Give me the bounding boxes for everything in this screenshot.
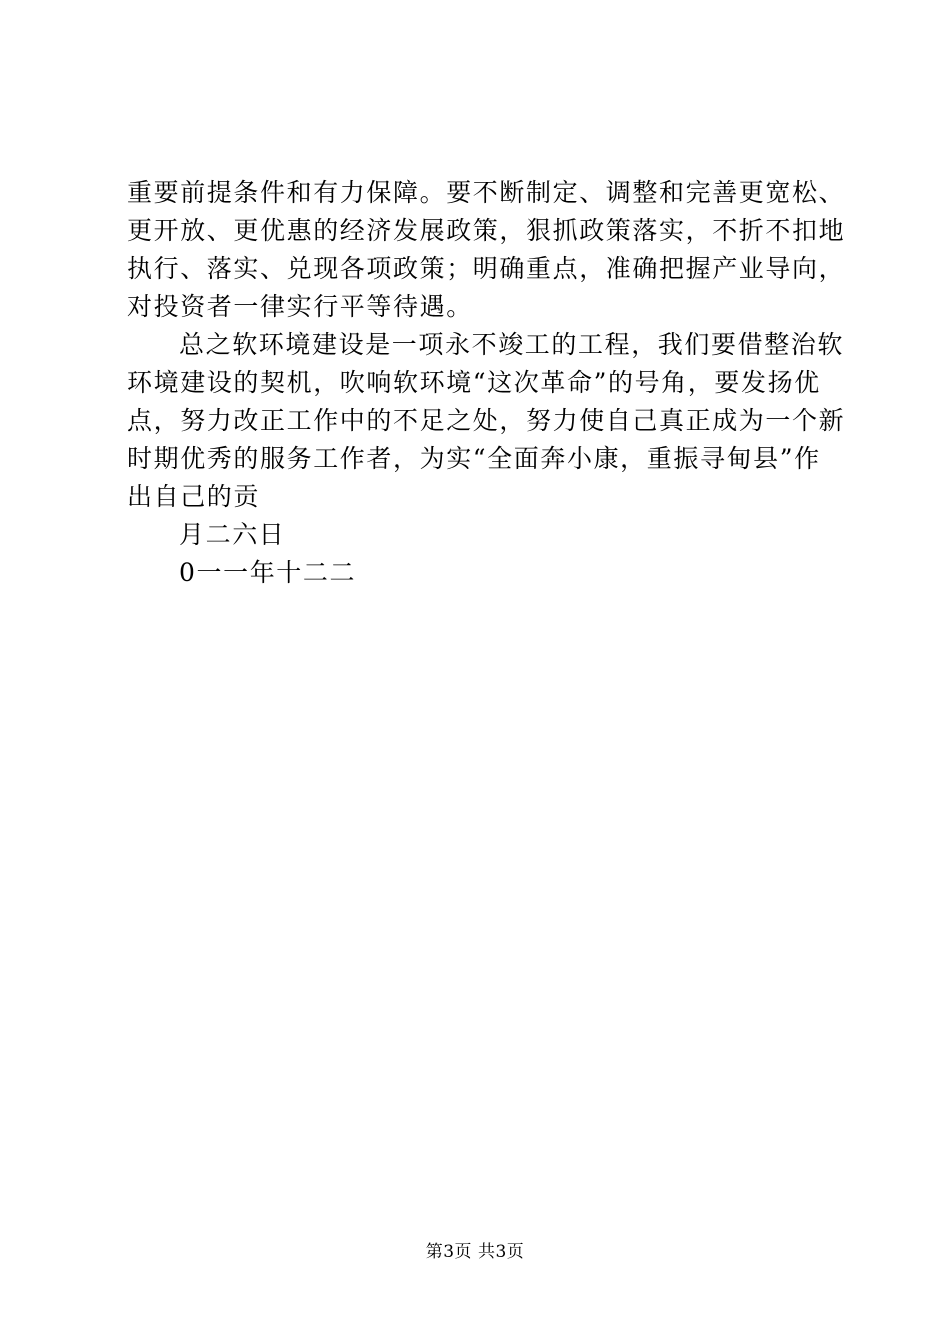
date-line: 月二六日 <box>179 520 286 549</box>
paragraph-start-line: 总之软环境建设是一项永不竣工的工程，我们要借整治软 <box>179 330 845 359</box>
text-line: 更开放、更优惠的经济发展政策，狠抓政策落实，不折不扣地 <box>127 216 846 245</box>
text-line: 点，努力改正工作中的不足之处，努力使自己真正成为一个新 <box>127 406 846 435</box>
text-line: 重要前提条件和有力保障。要不断制定、调整和完善更宽松、 <box>127 178 846 207</box>
date-line: 0一一年十二二 <box>179 558 357 587</box>
document-body <box>127 174 846 592</box>
text-line: 时期优秀的服务工作者，为实“全面奔小康，重振寻甸县”作 <box>127 444 821 473</box>
text-line: 出自己的贡 <box>127 482 261 511</box>
text-line: 对投资者一律实行平等待遇。 <box>127 292 473 321</box>
page-number-footer: 第3页 共3页 <box>425 1242 525 1262</box>
text-line: 环境建设的契机，吹响软环境“这次革命”的号角，要发扬优 <box>127 368 821 397</box>
text-line: 执行、落实、兑现各项政策；明确重点，准确把握产业导向， <box>127 254 846 283</box>
